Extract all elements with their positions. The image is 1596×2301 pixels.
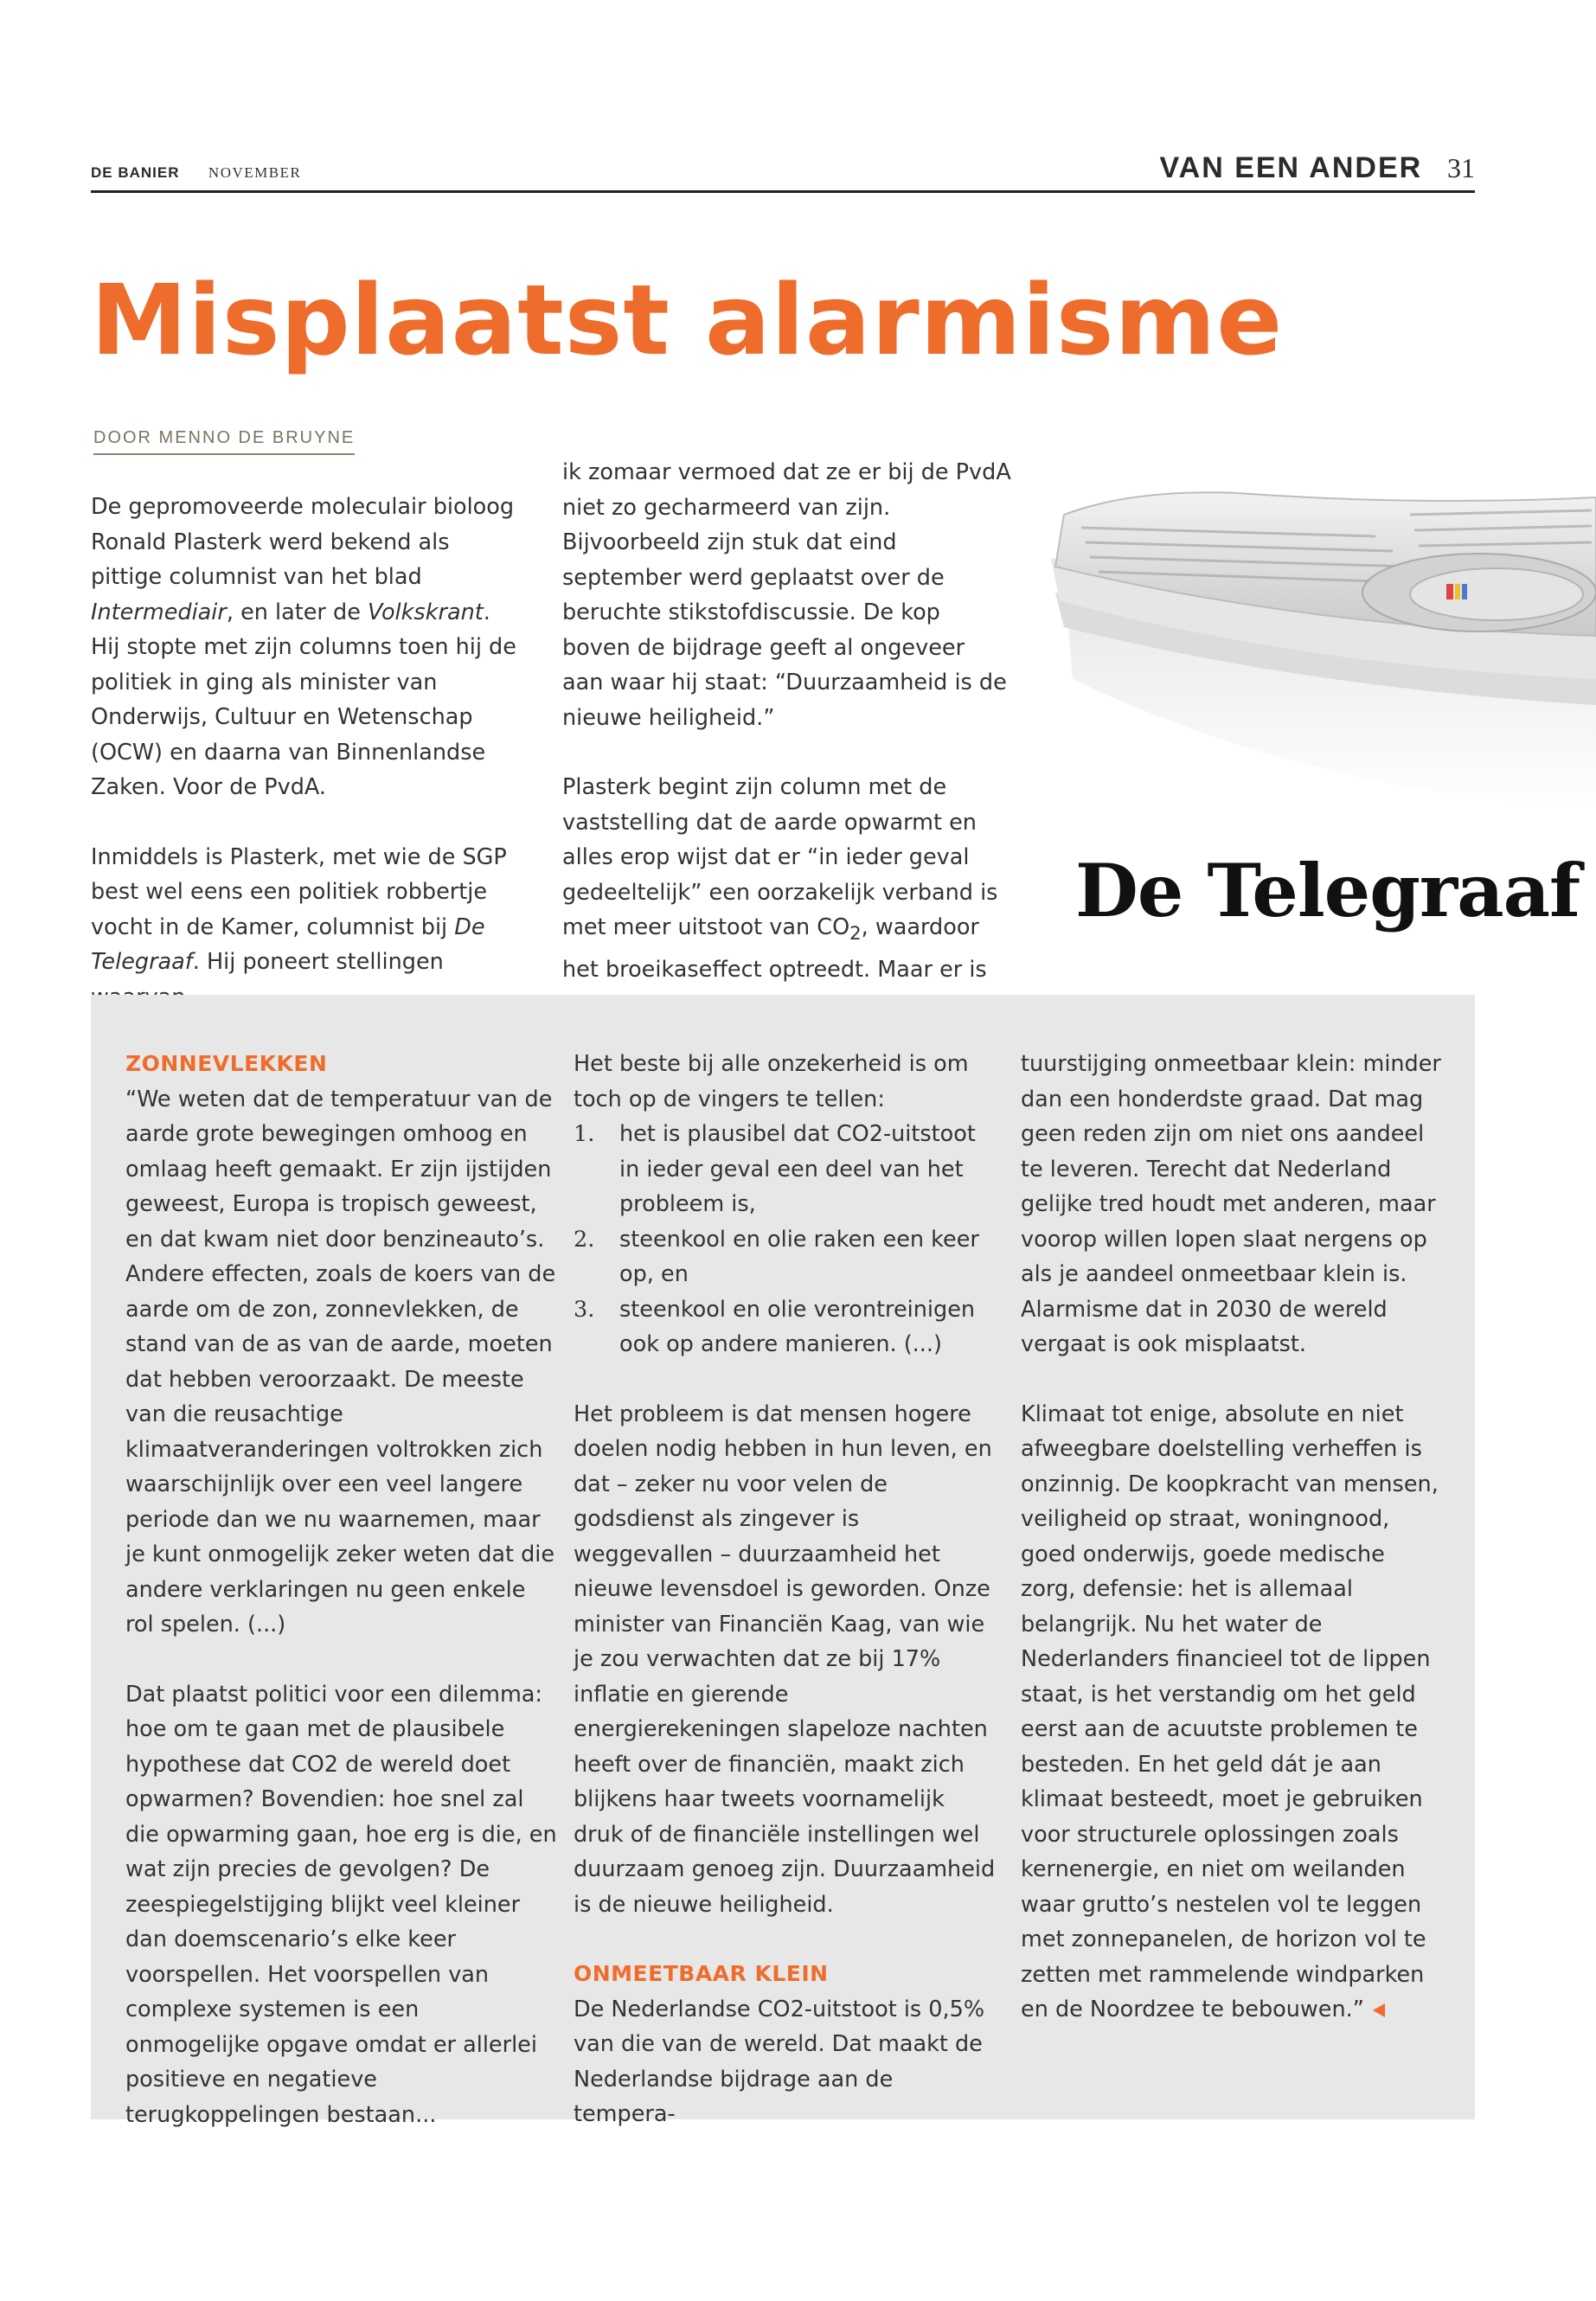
box-column-2 xyxy=(574,1047,997,2132)
byline: DOOR MENNO DE BRUYNE xyxy=(93,428,355,455)
subheading: ZONNEVLEKKEN xyxy=(125,1051,328,1076)
subheading: ONMEETBAAR KLEIN xyxy=(574,1961,829,1986)
paragraph: De gepromoveerde moleculair bioloog Ronald Plasterk werd bekend als pittige columnist van het blad Intermediair, en later de Volkskrant. Hij stopte met zijn columns toen hij de politiek in ging als minister van Onderwijs, Cultuur en Wetenschap (OCW) en daarna van Binnenlandse Zaken. Voor de PvdA. xyxy=(91,494,516,800)
box-column-3 xyxy=(1021,1047,1445,2028)
paragraph: Inmiddels is Plasterk, met wie de SGP best wel eens een politiek robbertje vocht in de Kamer, columnist bij De Telegraaf. Hij poneert stellingen xyxy=(91,843,507,975)
publication-name: DE BANIER xyxy=(91,164,180,181)
header-right xyxy=(1159,151,1475,185)
page-number: 31 xyxy=(1447,152,1475,183)
paragraph: tuurstijging onmeetbaar klein: minder dan een honderdste graad. Dat mag geen reden zijn om niet ons aandeel te leveren. Terecht dat Nederland gelijke tred houdt met anderen, maar voorop willen lopen slaat nergens op als je aandeel onmeetbaar klein is. Alarmisme dat in 2030 de wereld vergaat is ook misplaatst. xyxy=(1021,1051,1441,1357)
box-column-1 xyxy=(125,1047,558,2132)
numbered-list xyxy=(574,1117,997,1362)
paragraph: Klimaat tot enige, absolute en niet afweegbare doelstelling verheffen is onzinnig. De koopkracht van mensen, veiligheid op straat, woningnood, goed onderwijs, goede medische zorg, defensie: het is allemaal belangrijk. Nu het water de Nederlanders financieel tot de lippen staat, is het verstandig om het geld eerst aan de acuutste problemen te besteden. En het geld dát je aan klimaat besteedt, moet je gebruiken voor structurele oplossingen zoals kernenergie, en niet om weilanden waar grutto’s nestelen vol te leggen met zonnepanelen, de horizon vol te zetten met rammelende windparken en de Noordzee te bebouwen.” xyxy=(1021,1400,1439,2022)
paragraph: De Nederlandse CO2-uitstoot is 0,5% van die van de wereld. Dat maakt de Nederlandse bijdrage aan de tempera- xyxy=(574,1996,985,2127)
newspaper-photo xyxy=(1047,463,1596,809)
header-left xyxy=(91,164,301,182)
quote-box xyxy=(91,995,1475,2128)
intro-column-2 xyxy=(562,455,1012,1022)
list-item: 2. steenkool en olie raken een keer op, en xyxy=(574,1226,979,1287)
paragraph: Het beste bij alle onzekerheid is om toch op de vingers te tellen: xyxy=(574,1051,969,1112)
article-title: Misplaatst alarmisme xyxy=(91,265,1284,377)
issue-month: NOVEMBER xyxy=(208,164,302,181)
list-item: 3. steenkool en olie verontreinigen ook op andere manieren. (...) xyxy=(574,1296,976,1357)
paragraph: “We weten dat de temperatuur van de aarde grote bewegingen omhoog en omlaag heeft gemaakt. Er zijn ijstijden geweest, Europa is tropisch geweest, en dat kwam niet door benzineauto’s. Andere effecten, zoals de koers van de aarde om de zon, zonnevlekken, de stand van de as van de aarde, moeten dat hebben veroorzaakt. De meeste van die reusachtige klimaatveranderingen voltrokken zich waarschijnlijk over een veel langere periode dan we nu waarnemen, maar je kunt onmogelijk zeker weten dat die andere verklaringen nu geen enkele rol spelen. (...) xyxy=(125,1086,556,1638)
section-name: VAN EEN ANDER xyxy=(1159,151,1423,184)
list-item: 1. het is plausibel dat CO2-uitstoot in ieder geval een deel van het probleem is, xyxy=(574,1121,976,1217)
page-header xyxy=(91,145,1475,193)
paragraph: Het probleem is dat mensen hogere doelen nodig hebben in hun leven, en dat – zeker nu voor velen de godsdienst als zingever is weggevallen – duurzaamheid het nieuwe levensdoel is geworden. Onze minister van Financiën Kaag, van wie je zou verwachten dat ze bij 17% inflatie en gierende energierekeningen slapeloze nachten heeft over de financiën, maakt zich blijkens haar tweets voornamelijk druk of de financiële instellingen wel duurzaam genoeg zijn. Duurzaamheid is de nieuwe heiligheid. xyxy=(574,1400,996,1918)
end-of-article-icon xyxy=(1373,2003,1385,2017)
de-telegraaf-logo: De Telegraaf xyxy=(1075,848,1580,933)
paragraph: Plasterk begint zijn column met de vaststelling dat de aarde opwarmt en alles erop wijst dat er “in ieder geval gedeeltelijk” een oorzakelijk verband is met meer uitstoot van $CO_2$, waardoor het broeikaseffect optreedt. Maar er is xyxy=(562,774,998,983)
intro-column-1 xyxy=(91,490,523,1015)
paragraph: Dat plaatst politici voor een dilemma: hoe om te gaan met de plausibele hypothese dat CO2 de wereld doet opwarmen? Bovendien: hoe snel zal die opwarming gaan, hoe erg is die, en wat zijn precies de gevolgen? De zeespiegelstijging blijkt veel kleiner dan doemscenario’s elke keer voorspellen. Het voorspellen van complexe systemen is een onmogelijke opgave omdat er allerlei positieve en negatieve terugkoppelingen bestaan... xyxy=(125,1681,557,2128)
paragraph: ik zomaar vermoed dat ze er bij de PvdA niet zo gecharmeerd van zijn. Bijvoorbeeld zijn stuk dat eind september werd geplaatst over de beruchte stikstofdiscussie. De kop boven de bijdrage geeft al ongeveer aan waar hij staat: “Duurzaamheid is de nieuwe heiligheid.” xyxy=(562,459,1011,731)
